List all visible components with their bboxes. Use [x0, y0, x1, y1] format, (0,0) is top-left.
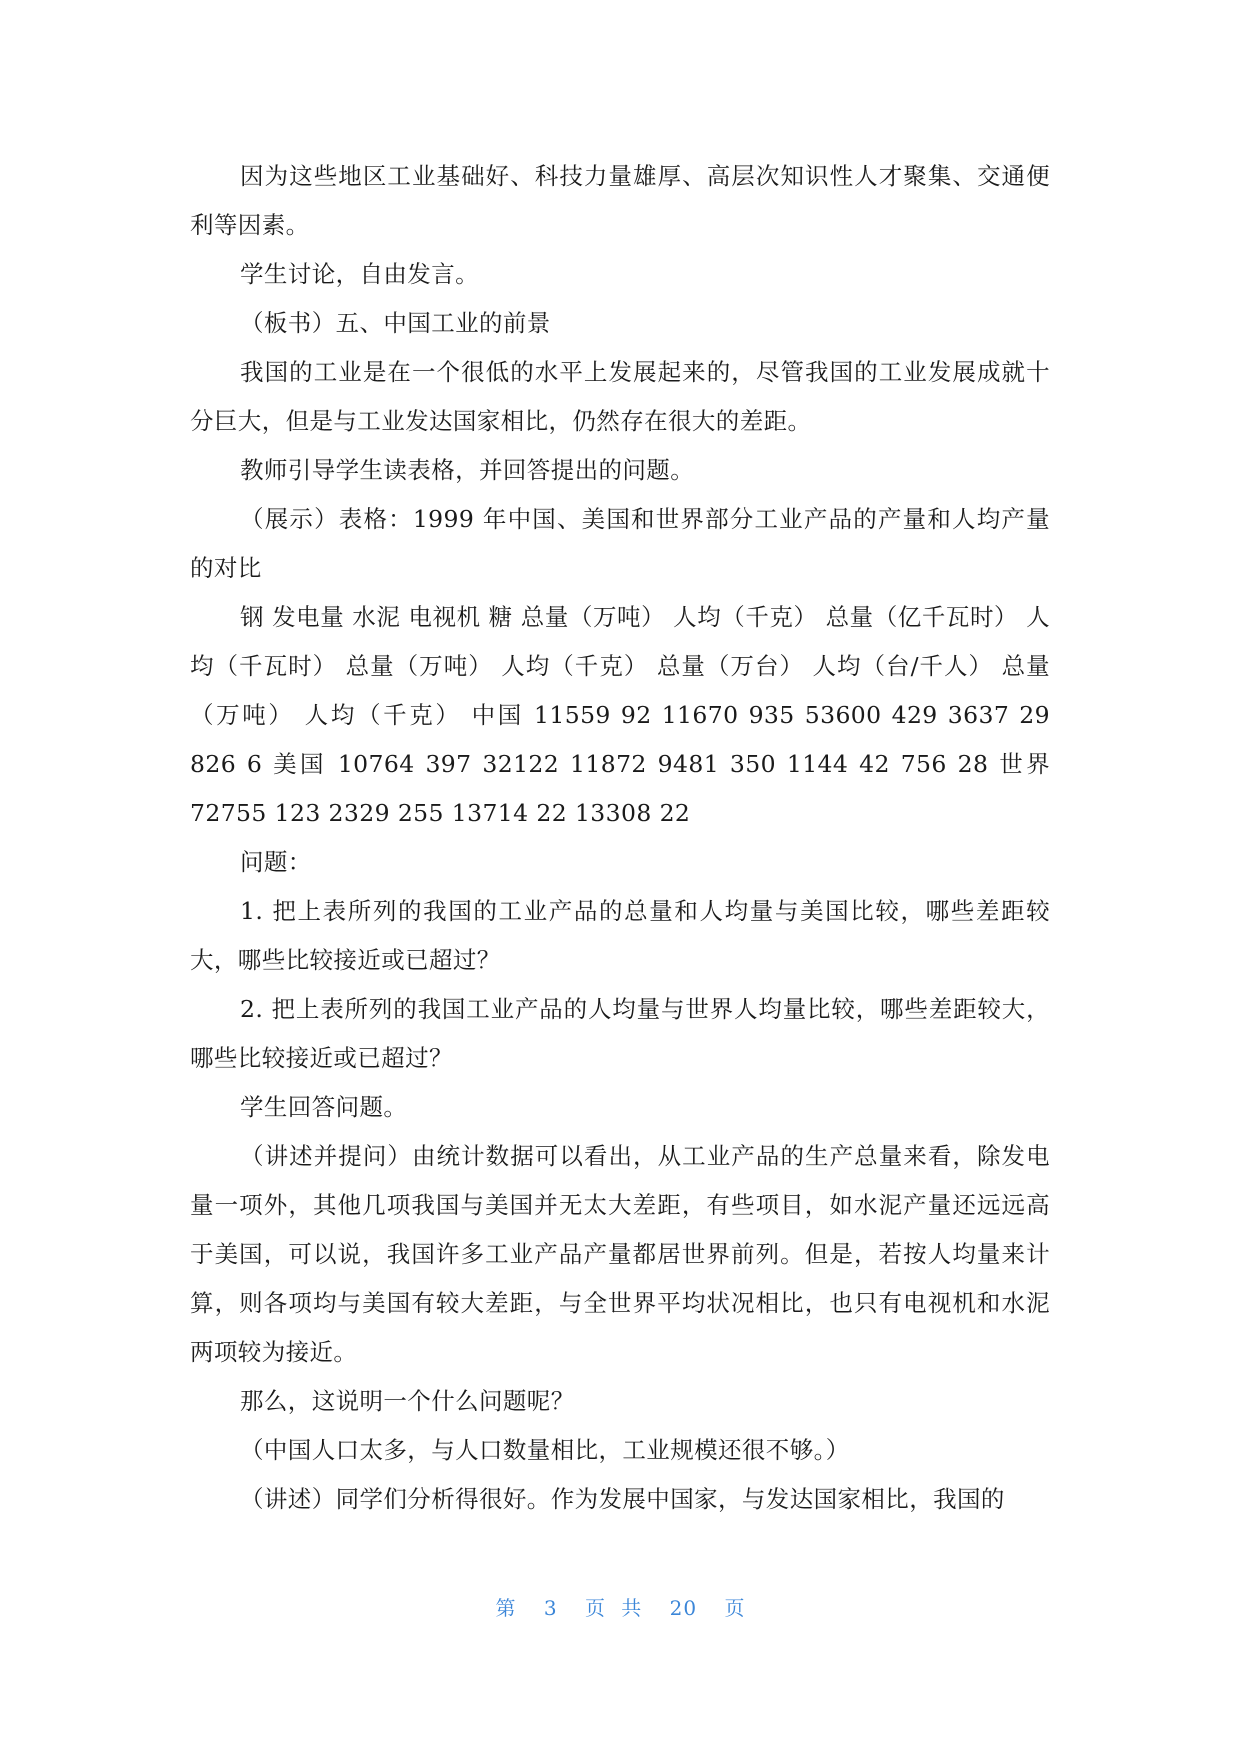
paragraph: 我国的工业是在一个很低的水平上发展起来的，尽管我国的工业发展成就十分巨大，但是与工业发达国家相比，仍然存在很大的差距。	[190, 358, 1050, 435]
paragraph: 因为这些地区工业基础好、科技力量雄厚、高层次知识性人才聚集、交通便利等因素。	[190, 162, 1050, 239]
paragraph: （展示）表格：1999 年中国、美国和世界部分工业产品的产量和人均产量的对比	[190, 505, 1050, 582]
paragraph: （讲述）同学们分析得很好。作为发展中国家，与发达国家相比，我国的	[240, 1485, 1005, 1513]
document-body	[190, 152, 1050, 1524]
paragraph: 学生讨论，自由发言。	[240, 260, 479, 288]
paragraph: 教师引导学生读表格，并回答提出的问题。	[240, 456, 695, 484]
page-footer	[0, 1592, 1241, 1621]
paragraph: （讲述并提问）由统计数据可以看出，从工业产品的生产总量来看，除发电量一项外，其他几项我国与美国并无太大差距，有些项目，如水泥产量还远远高于美国，可以说，我国许多工业产品产量都居世界前列。但是，若按人均量来计算，则各项均与美国有较大差距，与全世界平均状况相比，也只有电视机和水泥两项较为接近。	[190, 1142, 1050, 1366]
footer-prefix: 第	[495, 1596, 517, 1620]
question-1: 1. 把上表所列的我国的工业产品的总量和人均量与美国比较，哪些差距较大，哪些比较接近或已超过？	[190, 897, 1050, 974]
current-page-number: 3	[543, 1596, 558, 1620]
paragraph: 学生回答问题。	[240, 1093, 408, 1121]
paragraph: 那么，这说明一个什么问题呢？	[240, 1387, 575, 1415]
footer-suffix: 页	[724, 1596, 746, 1620]
paragraph: 问题：	[240, 848, 312, 876]
paragraph: （板书）五、中国工业的前景	[240, 309, 551, 337]
footer-middle: 页 共	[584, 1596, 643, 1620]
table-text-paragraph: 钢 发电量 水泥 电视机 糖 总量（万吨） 人均（千克） 总量（亿千瓦时） 人均（千瓦时） 总量（万吨） 人均（千克） 总量（万台） 人均（台/千人） 总量（万吨） 人均（千克） 中国 11559 92 11670 935 53600 429 3637 29 826 6 美国 10764 397 32122 11872 9481 350 1144 42 756 28 世界 72755 123 2329 255 13714 22 13308 22	[190, 603, 1050, 827]
total-pages-number: 20	[669, 1596, 698, 1620]
paragraph: （中国人口太多，与人口数量相比，工业规模还很不够。）	[240, 1436, 850, 1464]
question-2: 2. 把上表所列的我国工业产品的人均量与世界人均量比较，哪些差距较大，哪些比较接近或已超过？	[190, 995, 1050, 1072]
